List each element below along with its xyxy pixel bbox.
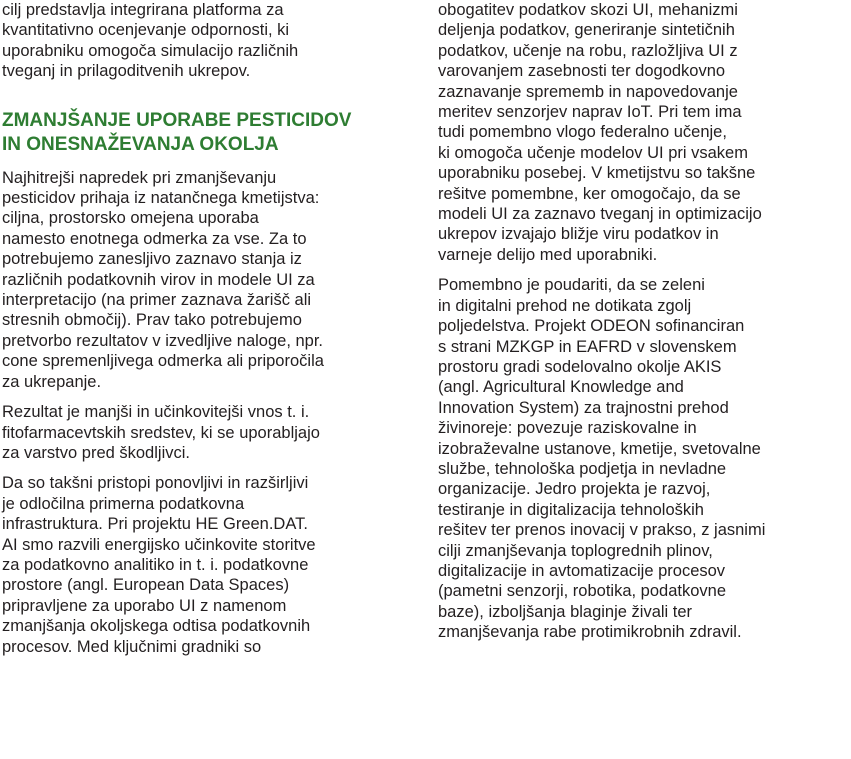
- body-paragraph: Najhitrejši napredek pri zmanjševanju pesticidov prihaja iz natančnega kmetijstva: ciljna, prostorsko omejena uporaba namesto enotnega odmerka za vse. Za to potrebujemo zanesljivo zaznavo stanja iz različnih podatkovnih virov in modele UI za interpretacijo (na primer zaznava žarišč ali stresnih območij). Prav tako potrebujemo pretvorbo rezultatov v izvedljive naloge, npr. cone spremenljivega odmerka ali priporočila za ukrepanje.: [2, 168, 324, 391]
- body-paragraph: Pomembno je poudariti, da se zeleni in digitalni prehod ne dotikata zgolj poljedelstva. Projekt ODEON sofinanciran s strani MZKGP in EAFRD v slovenskem prostoru gradi sodelovalno okolje AKIS (angl. Agricultural Knowledge and Innovation System) za trajnostni prehod živinoreje: povezuje raziskovalne in izobraževalne ustanove, kmetije, svetovalne službe, tehnološka podjetja in nevladne organizacije. Jedro projekta je razvoj, testiranje in digitalizacija tehnoloških rešitev ter prenos inovacij v prakso, z jasnimi cilji zmanjševanja toplogrednih plinov, digitalizacije in avtomatizacije procesov (pametni senzorji, robotika, podatkovne baze), izboljšanja blaginje živali ter zmanjševanja rabe protimikrobnih zdravil.: [438, 276, 766, 642]
- intro-paragraph: cilj predstavlja integrirana platforma za kvantitativno ocenjevanje odpornosti, ki uporabniku omogoča simulacijo različnih tveganj in prilagoditvenih ukrepov.: [2, 1, 299, 81]
- right-column: [438, 0, 850, 653]
- body-paragraph: obogatitev podatkov skozi UI, mehanizmi deljenja podatkov, generiranje sintetičnih podatkov, učenje na robu, razložljiva UI z varovanjem zasebnosti ter dogodkovno zaznavanje sprememb in napovedovanje meritev senzorjev naprav IoT. Pri tem ima tudi pomembno vlogo federalno učenje, ki omogoča učenje modelov UI pri vsakem uporabniku posebej. V kmetijstvu so takšne rešitve pomembne, ker omogočajo, da se modeli UI za zaznavo tveganj in optimizacijo ukrepov izvajajo bližje viru podatkov in varneje delijo med uporabniki.: [438, 1, 762, 264]
- left-column: [2, 0, 414, 667]
- body-paragraph: Da so takšni pristopi ponovljivi in razširljivi je odločilna primerna podatkovna infrastruktura. Pri projektu HE Green.DAT. AI smo razvili energijsko učinkovite storitve za podatkovno analitiko in t. i. podatkovne prostore (angl. European Data Spaces) pripravljene za uporabo UI z namenom zmanjšanja okoljskega odtisa podatkovnih procesov. Med ključnimi gradniki so: [2, 474, 316, 656]
- body-paragraph: Rezultat je manjši in učinkovitejši vnos t. i. fitofarmacevtskih sredstev, ki se uporabljajo za varstvo pred škodljivci.: [2, 403, 320, 462]
- section-heading: ZMANJŠANJE UPORABE PESTICIDOV IN ONESNAŽEVANJA OKOLJA: [2, 109, 352, 156]
